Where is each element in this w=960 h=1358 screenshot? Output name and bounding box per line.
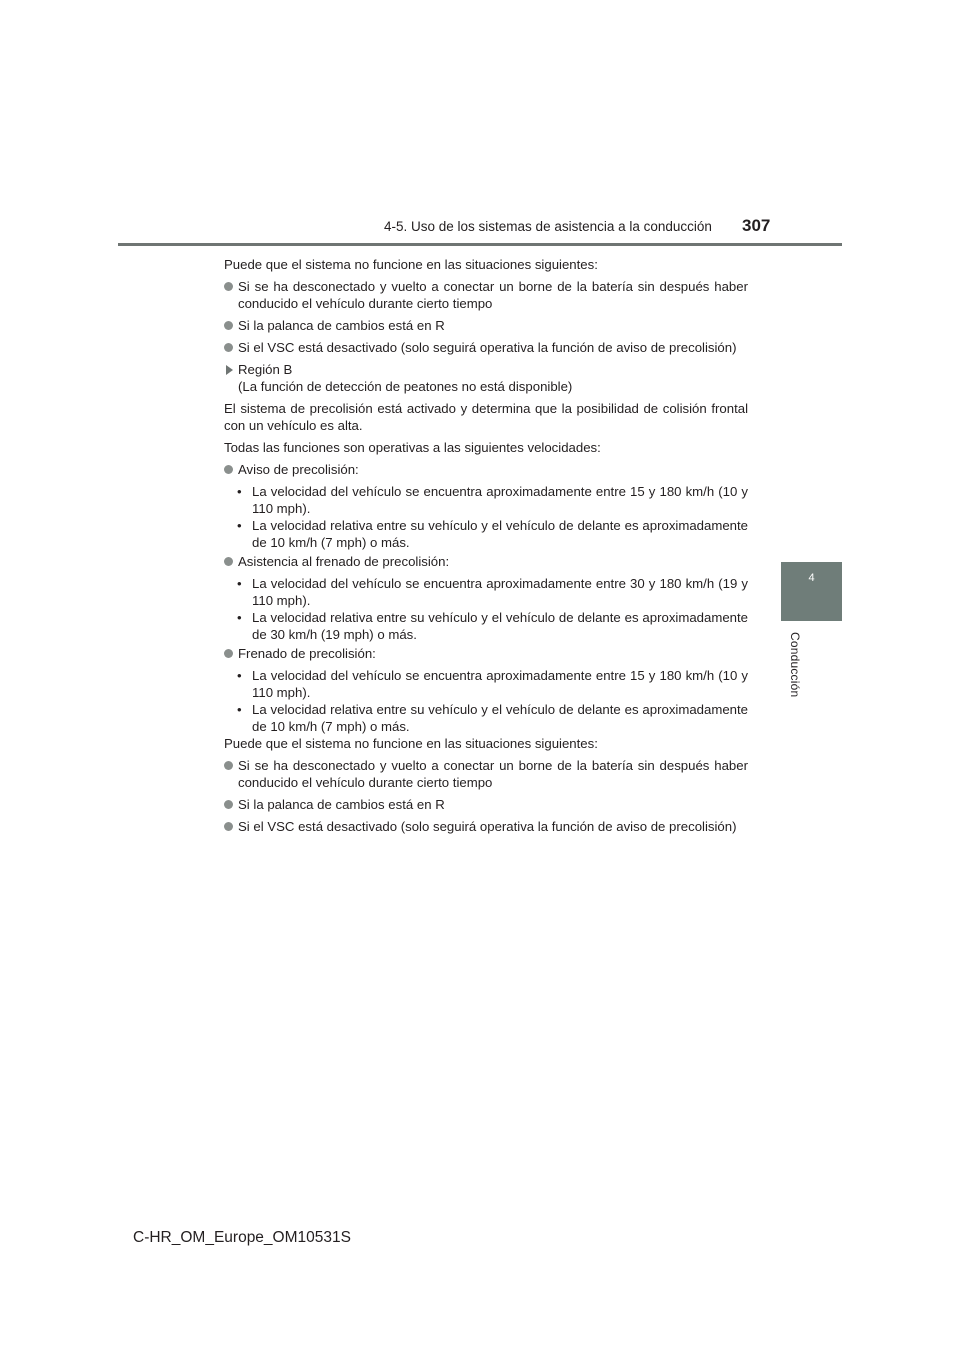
- condition-item: [224, 517, 748, 551]
- list-item-text: Si el VSC está desactivado (solo seguirá operativa la función de aviso de precolisión): [238, 819, 737, 834]
- sub-bullet-icon: •: [237, 518, 242, 533]
- condition-item: [224, 701, 748, 735]
- bullet-dot-icon: [224, 649, 233, 658]
- function-item: [224, 461, 748, 478]
- list-item: [224, 818, 748, 835]
- list-item: [224, 757, 748, 791]
- list-item: [224, 317, 748, 334]
- list-item-text: Si la palanca de cambios está en R: [238, 318, 445, 333]
- document-id: C-HR_OM_Europe_OM10531S: [133, 1229, 351, 1246]
- bullet-dot-icon: [224, 761, 233, 770]
- condition-text: La velocidad relativa entre su vehículo y el vehículo de delante es aproximadamente de 10 km/h (7 mph) o más.: [252, 702, 748, 734]
- list-item-text: Si el VSC está desactivado (solo seguirá operativa la función de aviso de precolisión): [238, 340, 737, 355]
- chapter-number: 4: [808, 572, 815, 584]
- body-paragraph: El sistema de precolisión está activado y determina que la posibilidad de colisión frontal con un vehículo es alta.: [224, 401, 748, 433]
- condition-text: La velocidad del vehículo se encuentra aproximadamente entre 15 y 180 km/h (10 y 110 mph).: [252, 484, 748, 516]
- header-divider: [118, 243, 842, 246]
- function-name: Asistencia al frenado de precolisión:: [238, 554, 450, 569]
- list-item-text: Si se ha desconectado y vuelto a conectar un borne de la batería sin después haber conducido el vehículo durante cierto tiempo: [238, 758, 748, 790]
- section-title: 4-5. Uso de los sistemas de asistencia a la conducción: [384, 219, 712, 234]
- list-item: [224, 278, 748, 312]
- sub-bullet-icon: •: [237, 484, 242, 499]
- bullet-dot-icon: [224, 800, 233, 809]
- sub-bullet-icon: •: [237, 576, 242, 591]
- body-paragraph: Todas las funciones son operativas a las siguientes velocidades:: [224, 440, 601, 455]
- function-item: [224, 645, 748, 662]
- intro-paragraph: Puede que el sistema no funcione en las situaciones siguientes:: [224, 736, 598, 751]
- condition-item: [224, 483, 748, 517]
- region-note: (La función de detección de peatones no está disponible): [238, 379, 573, 394]
- sub-bullet-icon: •: [237, 702, 242, 717]
- list-item: [224, 339, 748, 356]
- function-conditions: [224, 483, 748, 551]
- function-name: Aviso de precolisión:: [238, 462, 359, 477]
- page-number: 307: [742, 216, 771, 235]
- chapter-label: Conducción: [788, 632, 802, 698]
- arrow-right-icon: [226, 365, 233, 375]
- function-item: [224, 553, 748, 570]
- bullet-dot-icon: [224, 282, 233, 291]
- bullet-dot-icon: [224, 822, 233, 831]
- bullet-dot-icon: [224, 343, 233, 352]
- bullet-dot-icon: [224, 557, 233, 566]
- function-conditions: [224, 575, 748, 643]
- list-item-text: Si la palanca de cambios está en R: [238, 797, 445, 812]
- page-body: [224, 256, 748, 840]
- bullet-dot-icon: [224, 321, 233, 330]
- bullet-dot-icon: [224, 465, 233, 474]
- condition-text: La velocidad del vehículo se encuentra aproximadamente entre 30 y 180 km/h (19 y 110 mph).: [252, 576, 748, 608]
- list-item: [224, 796, 748, 813]
- list-item-text: Si se ha desconectado y vuelto a conectar un borne de la batería sin después haber conducido el vehículo durante cierto tiempo: [238, 279, 748, 311]
- region-title: Región B: [238, 362, 293, 377]
- function-conditions: [224, 667, 748, 735]
- function-name: Frenado de precolisión:: [238, 646, 376, 661]
- sub-bullet-icon: •: [237, 610, 242, 625]
- condition-text: La velocidad relativa entre su vehículo y el vehículo de delante es aproximadamente de 10 km/h (7 mph) o más.: [252, 518, 748, 550]
- region-heading: [224, 361, 748, 395]
- condition-item: [224, 575, 748, 609]
- intro-paragraph: Puede que el sistema no funcione en las situaciones siguientes:: [224, 257, 598, 272]
- condition-text: La velocidad del vehículo se encuentra aproximadamente entre 15 y 180 km/h (10 y 110 mph).: [252, 668, 748, 700]
- condition-text: La velocidad relativa entre su vehículo y el vehículo de delante es aproximadamente de 30 km/h (19 mph) o más.: [252, 610, 748, 642]
- sub-bullet-icon: •: [237, 668, 242, 683]
- condition-item: [224, 667, 748, 701]
- condition-item: [224, 609, 748, 643]
- chapter-tab: [781, 562, 842, 621]
